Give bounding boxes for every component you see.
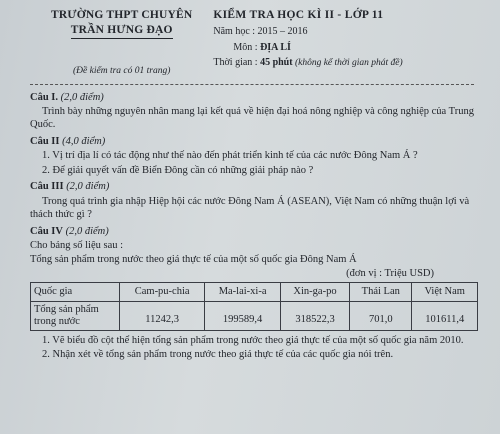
- time-note: (không kể thời gian phát đề): [292, 58, 403, 69]
- question-1-text: Trình bày những nguyên nhân mang lại kết quả về hiện đại hoá nông nghiệp và công nghiệp của Trung Quốc.: [30, 106, 474, 131]
- table-unit: (đơn vị : Triệu USD): [346, 267, 434, 279]
- question-2-points: (4,0 điểm): [59, 135, 106, 147]
- school-name-line1: TRƯỜNG THPT CHUYÊN: [50, 9, 193, 21]
- question-1-title: Câu I.: [30, 91, 59, 103]
- question-3-heading: [30, 180, 474, 193]
- school-name-line2: TRẦN HƯNG ĐẠO: [71, 23, 173, 40]
- question-4-item-1: 1. Vẽ biểu đồ cột thể hiện tổng sản phẩm trong nước theo giá thực tế của một số quốc gia năm 2010.: [42, 334, 464, 346]
- exam-title: KIỂM TRA HỌC KÌ II - LỚP 11: [213, 9, 384, 21]
- time-value: 45 phút: [260, 57, 293, 69]
- table-header-cambodia: Cam-pu-chia: [120, 283, 205, 301]
- question-2-item-1: 1. Vị trí địa lí có tác động như thế nào đến phát triển kinh tế của các nước Đông Nam Á ?: [42, 150, 418, 162]
- table-cell-singapore: 318522,3: [280, 301, 349, 330]
- question-4-intro: Cho bảng số liệu sau :: [30, 239, 124, 251]
- school-block: [30, 8, 213, 78]
- table-header-country-label: Quốc gia: [31, 283, 120, 301]
- question-2-item-2: 2. Để giải quyết vấn đề Biển Đông cần có những giải pháp nào ?: [42, 164, 314, 176]
- table-header-thailand: Thái Lan: [350, 283, 412, 301]
- time-label: Thời gian :: [213, 57, 261, 69]
- header-divider: [30, 84, 474, 85]
- table-row: [31, 301, 478, 330]
- question-4-heading: [30, 225, 474, 238]
- question-1-heading: [30, 91, 474, 104]
- gdp-table: [30, 282, 478, 331]
- exam-info-block: [213, 8, 474, 78]
- question-1: [30, 91, 474, 132]
- subject-row: [213, 42, 474, 55]
- exam-header: [30, 8, 474, 78]
- table-cell-thailand: 701,0: [350, 301, 412, 330]
- table-header-vietnam: Việt Nam: [412, 283, 478, 301]
- table-cell-cambodia: 11242,3: [120, 301, 205, 330]
- question-2: [30, 135, 474, 177]
- table-row-label: Tổng sản phẩm trong nước: [31, 301, 120, 330]
- question-4-points: (2,0 điểm): [62, 225, 109, 237]
- question-1-points: (2,0 điểm): [58, 91, 104, 103]
- question-3-points: (2,0 điểm): [63, 181, 110, 193]
- table-header-singapore: Xin-ga-po: [280, 283, 349, 301]
- table-cell-vietnam: 101611,4: [412, 301, 478, 330]
- table-header-row: [31, 283, 478, 301]
- question-4-item-2: 2. Nhận xét về tổng sản phẩm trong nước theo giá thực tế của các quốc gia nói trên.: [42, 349, 394, 361]
- table-caption: Tổng sản phẩm trong nước theo giá thực tế của một số quốc gia Đông Nam Á: [30, 254, 357, 266]
- question-2-heading: [30, 135, 474, 148]
- question-3-title: Câu III: [30, 181, 64, 193]
- school-year: Năm học : 2015 – 2016: [213, 25, 308, 37]
- table-header-malaysia: Ma-lai-xi-a: [205, 283, 281, 301]
- question-4: [30, 225, 474, 362]
- subject-value: ĐỊA LÍ: [260, 41, 291, 53]
- question-4-title: Câu IV: [30, 225, 63, 237]
- subject-label: Môn :: [233, 41, 261, 53]
- pages-note: (Đề kiểm tra có 01 trang): [73, 66, 171, 77]
- question-3-text: Trong quá trình gia nhập Hiệp hội các nước Đông Nam Á (ASEAN), Việt Nam có những thuận lợi và thách thức gì ?: [30, 195, 470, 221]
- question-2-title: Câu II: [30, 135, 60, 147]
- question-3: [30, 180, 474, 221]
- time-row: [213, 57, 474, 70]
- table-cell-malaysia: 199589,4: [205, 301, 281, 330]
